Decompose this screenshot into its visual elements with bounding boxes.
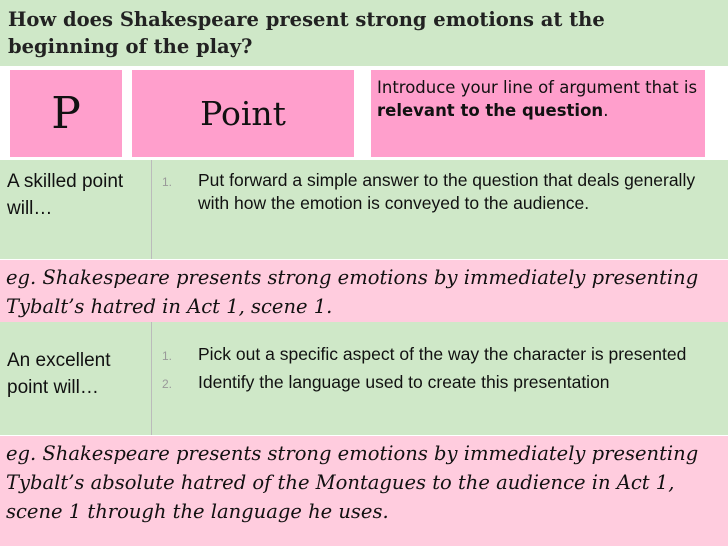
criteria-text: Put forward a simple answer to the question that deals generally with how the emotion is conveyed to the audience. [198, 170, 696, 213]
pee-word-box [132, 70, 354, 157]
intro-instruction-box [371, 70, 705, 157]
pee-letter: P [51, 88, 81, 139]
criteria-text: Identify the language used to create this presentation [198, 372, 610, 392]
criteria-item [156, 169, 722, 215]
intro-text-after: . [603, 101, 609, 120]
criteria-list [156, 343, 722, 394]
example-row-skilled [0, 260, 728, 322]
pee-letter-box [10, 70, 122, 157]
example-text: eg. Shakespeare presents strong emotions by immediately presenting Tybalt’s hatred in Act 1, scene 1. [6, 266, 699, 318]
criteria-list [156, 169, 722, 215]
criteria-table [0, 160, 728, 546]
criteria-item [156, 371, 722, 394]
pee-word: Point [200, 94, 286, 133]
intro-text-bold: relevant to the question [377, 101, 604, 120]
intro-text-before: Introduce your line of argument that is [377, 78, 698, 97]
level-label: A skilled point will… [0, 160, 152, 259]
criteria-number: 1. [162, 349, 173, 363]
question-text: How does Shakespeare present strong emotions at the beginning of the play? [8, 8, 605, 58]
question-banner [0, 0, 728, 66]
criteria-item [156, 343, 722, 366]
criteria-number: 1. [162, 175, 173, 189]
criteria-text: Pick out a specific aspect of the way the character is presented [198, 344, 687, 364]
example-text: eg. Shakespeare presents strong emotions by immediately presenting Tybalt’s absolute hatred of the Montagues to the audience in Act 1, scene 1 through the language he uses. [6, 442, 699, 523]
example-row-excellent [0, 436, 728, 546]
level-row-skilled [0, 160, 728, 260]
level-row-excellent [0, 322, 728, 436]
level-label: An excellent point will… [0, 322, 152, 435]
criteria-number: 2. [162, 377, 173, 391]
